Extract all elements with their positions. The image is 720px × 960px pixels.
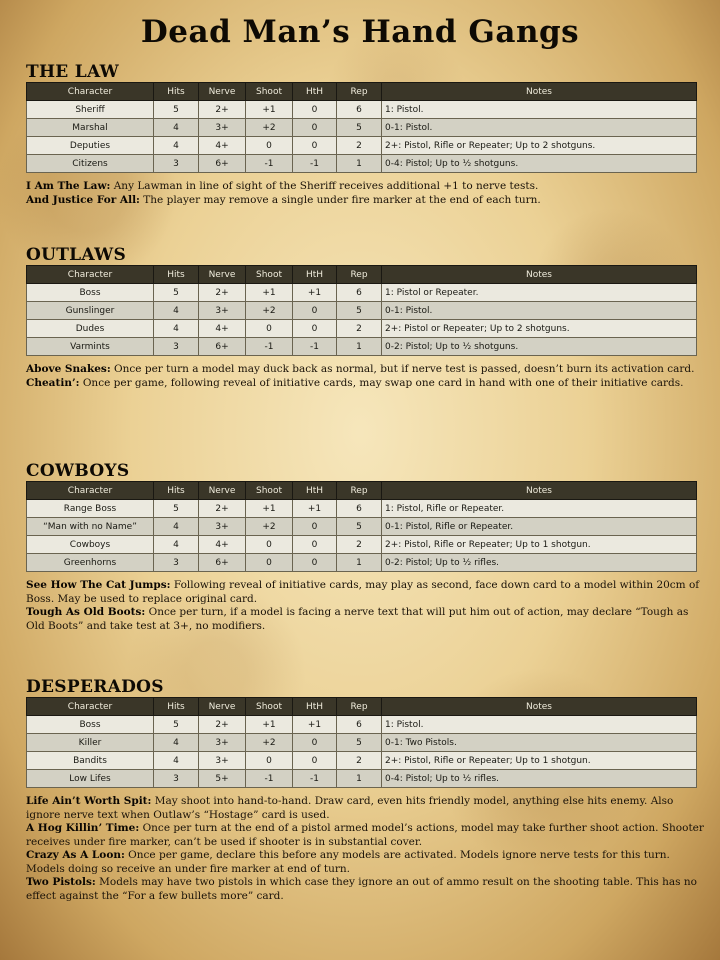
cell-notes: 2+: Pistol or Repeater; Up to 2 shotguns. <box>382 320 697 338</box>
cell-hth: +1 <box>293 500 337 518</box>
cell-nerve: 4+ <box>199 137 246 155</box>
cell-hth: -1 <box>293 338 337 356</box>
cell-notes: 0-1: Two Pistols. <box>382 734 697 752</box>
special-rules <box>26 795 706 903</box>
cell-hits: 4 <box>154 536 199 554</box>
rule-text: Any Lawman in line of sight of the Sheriff receives additional +1 to nerve tests. <box>113 180 539 192</box>
cell-shoot: -1 <box>246 770 293 788</box>
cell-notes: 0-2: Pistol; Up to ½ shotguns. <box>382 338 697 356</box>
cell-character: Greenhorns <box>27 554 154 572</box>
cell-hits: 4 <box>154 320 199 338</box>
cell-shoot: +1 <box>246 284 293 302</box>
cell-notes: 2+: Pistol, Rifle or Repeater; Up to 1 shotgun. <box>382 536 697 554</box>
rule-text: The player may remove a single under fire marker at the end of each turn. <box>143 193 541 206</box>
rule-name: I Am The Law: <box>26 180 111 192</box>
cell-hth: +1 <box>293 284 337 302</box>
column-header-notes: Notes <box>382 698 697 716</box>
cell-rep: 5 <box>337 518 382 536</box>
cell-shoot: 0 <box>246 137 293 155</box>
rule-text: Once per turn at the end of a pistol armed model’s actions, model may take further shoot action. Shooter receives under fire marker, can’t be used if shooter is in substantial cover. <box>26 822 704 848</box>
cell-character: Citizens <box>27 155 154 173</box>
column-header-hits: Hits <box>154 482 199 500</box>
special-rule <box>26 180 706 194</box>
cell-rep: 2 <box>337 752 382 770</box>
cell-hits: 3 <box>154 554 199 572</box>
special-rule <box>26 795 706 822</box>
special-rule <box>26 194 706 208</box>
cell-hits: 4 <box>154 302 199 320</box>
table-header-row <box>27 266 697 284</box>
table-row <box>27 119 697 137</box>
cell-hits: 3 <box>154 338 199 356</box>
cell-hth: 0 <box>293 119 337 137</box>
cell-notes: 0-2: Pistol; Up to ½ rifles. <box>382 554 697 572</box>
cell-nerve: 4+ <box>199 320 246 338</box>
cell-rep: 1 <box>337 770 382 788</box>
rule-text: Once per game, declare this before any models are activated. Models ignore nerve tests for this turn. Models doing so receive an under fire marker at end of turn. <box>26 849 670 875</box>
rule-name: Above Snakes: <box>26 363 111 375</box>
special-rules <box>26 579 706 633</box>
column-header-shoot: Shoot <box>246 482 293 500</box>
cell-nerve: 2+ <box>199 101 246 119</box>
cell-rep: 2 <box>337 320 382 338</box>
cell-nerve: 6+ <box>199 554 246 572</box>
cell-notes: 0-1: Pistol. <box>382 302 697 320</box>
cell-rep: 1 <box>337 554 382 572</box>
section-the-law <box>26 62 696 207</box>
rule-text: May shoot into hand-to-hand. Draw card, even hits friendly model, anything else hits enemy. Also ignore nerve text when Outlaw’s “Hostage” card is used. <box>26 795 674 821</box>
table-row <box>27 536 697 554</box>
rule-text: Models may have two pistols in which case they ignore an out of ammo result on the shooting table. This has no effect against the “For a few bullets more” card. <box>26 876 697 902</box>
column-header-hits: Hits <box>154 266 199 284</box>
table-row <box>27 716 697 734</box>
special-rules <box>26 363 706 390</box>
section-outlaws <box>26 245 696 390</box>
stats-table <box>26 82 697 173</box>
column-header-rep: Rep <box>337 698 382 716</box>
column-header-character: Character <box>27 698 154 716</box>
table-row <box>27 320 697 338</box>
column-header-nerve: Nerve <box>199 83 246 101</box>
column-header-hits: Hits <box>154 83 199 101</box>
cell-shoot: +2 <box>246 734 293 752</box>
column-header-rep: Rep <box>337 266 382 284</box>
cell-shoot: -1 <box>246 155 293 173</box>
special-rule <box>26 606 706 633</box>
cell-hth: 0 <box>293 752 337 770</box>
cell-hth: 0 <box>293 320 337 338</box>
cell-hits: 4 <box>154 734 199 752</box>
cell-notes: 0-1: Pistol, Rifle or Repeater. <box>382 518 697 536</box>
table-row <box>27 518 697 536</box>
column-header-nerve: Nerve <box>199 266 246 284</box>
cell-notes: 1: Pistol or Repeater. <box>382 284 697 302</box>
cell-shoot: 0 <box>246 320 293 338</box>
cell-hits: 4 <box>154 518 199 536</box>
cell-hits: 5 <box>154 500 199 518</box>
table-row <box>27 500 697 518</box>
cell-hth: 0 <box>293 734 337 752</box>
table-row <box>27 770 697 788</box>
column-header-hth: HtH <box>293 266 337 284</box>
column-header-nerve: Nerve <box>199 482 246 500</box>
cell-character: Boss <box>27 716 154 734</box>
cell-shoot: -1 <box>246 338 293 356</box>
rule-name: Cheatin’: <box>26 376 80 389</box>
column-header-character: Character <box>27 266 154 284</box>
rule-name: Tough As Old Boots: <box>26 606 146 618</box>
cell-hth: 0 <box>293 536 337 554</box>
section-title: DESPERADOS <box>26 677 164 697</box>
column-header-hth: HtH <box>293 83 337 101</box>
section-title: COWBOYS <box>26 461 130 481</box>
cell-shoot: +1 <box>246 101 293 119</box>
cell-shoot: +2 <box>246 119 293 137</box>
cell-nerve: 4+ <box>199 536 246 554</box>
rule-name: And Justice For All: <box>26 193 140 206</box>
cell-shoot: +2 <box>246 302 293 320</box>
cell-rep: 6 <box>337 284 382 302</box>
cell-character: Marshal <box>27 119 154 137</box>
cell-notes: 0-4: Pistol; Up to ½ rifles. <box>382 770 697 788</box>
rule-name: See How The Cat Jumps: <box>26 579 171 591</box>
cell-nerve: 5+ <box>199 770 246 788</box>
table-row <box>27 338 697 356</box>
rule-name: Crazy As A Loon: <box>26 849 125 861</box>
column-header-notes: Notes <box>382 266 697 284</box>
cell-hits: 5 <box>154 101 199 119</box>
rule-text: Once per turn a model may duck back as normal, but if nerve test is passed, doesn’t burn its activation card. <box>114 363 695 375</box>
section-desperados <box>26 677 704 903</box>
cell-notes: 2+: Pistol, Rifle or Repeater; Up to 2 shotguns. <box>382 137 697 155</box>
special-rule <box>26 849 706 876</box>
cell-rep: 2 <box>337 137 382 155</box>
column-header-nerve: Nerve <box>199 698 246 716</box>
section-title: THE LAW <box>26 62 120 82</box>
cell-nerve: 6+ <box>199 155 246 173</box>
cell-notes: 1: Pistol, Rifle or Repeater. <box>382 500 697 518</box>
cell-character: Varmints <box>27 338 154 356</box>
column-header-shoot: Shoot <box>246 83 293 101</box>
stats-table <box>26 697 697 788</box>
column-header-notes: Notes <box>382 83 697 101</box>
cell-rep: 5 <box>337 119 382 137</box>
cell-hits: 4 <box>154 752 199 770</box>
cell-rep: 5 <box>337 302 382 320</box>
cell-hth: 0 <box>293 518 337 536</box>
cell-nerve: 3+ <box>199 518 246 536</box>
cell-rep: 1 <box>337 155 382 173</box>
cell-character: Sheriff <box>27 101 154 119</box>
cell-hth: 0 <box>293 554 337 572</box>
column-header-notes: Notes <box>382 482 697 500</box>
cell-rep: 5 <box>337 734 382 752</box>
table-row <box>27 137 697 155</box>
cell-character: Gunslinger <box>27 302 154 320</box>
cell-hth: 0 <box>293 302 337 320</box>
stats-table <box>26 481 697 572</box>
cell-rep: 6 <box>337 500 382 518</box>
rule-text: Once per turn, if a model is facing a nerve text that will put him out of action, may declare “Tough as Old Boots” and take test at 3+, no modifiers. <box>26 606 689 632</box>
cell-notes: 1: Pistol. <box>382 716 697 734</box>
column-header-rep: Rep <box>337 482 382 500</box>
cell-nerve: 3+ <box>199 734 246 752</box>
table-header-row <box>27 698 697 716</box>
cell-hits: 4 <box>154 119 199 137</box>
cell-hits: 3 <box>154 770 199 788</box>
cell-rep: 1 <box>337 338 382 356</box>
cell-rep: 2 <box>337 536 382 554</box>
cell-hits: 3 <box>154 155 199 173</box>
cell-nerve: 3+ <box>199 752 246 770</box>
cell-shoot: 0 <box>246 554 293 572</box>
cell-character: Low Lifes <box>27 770 154 788</box>
cell-nerve: 2+ <box>199 500 246 518</box>
column-header-rep: Rep <box>337 83 382 101</box>
special-rule <box>26 363 706 377</box>
table-row <box>27 302 697 320</box>
cell-hth: -1 <box>293 155 337 173</box>
rule-text: Once per game, following reveal of initiative cards, may swap one card in hand with one of their initiative cards. <box>82 376 684 389</box>
cell-notes: 1: Pistol. <box>382 101 697 119</box>
rule-name: A Hog Killin’ Time: <box>26 822 140 834</box>
page-title: Dead Man’s Hand Gangs <box>140 14 580 50</box>
cell-hits: 4 <box>154 137 199 155</box>
cell-hth: 0 <box>293 101 337 119</box>
cell-nerve: 2+ <box>199 716 246 734</box>
cell-character: Killer <box>27 734 154 752</box>
cell-nerve: 2+ <box>199 284 246 302</box>
special-rule <box>26 876 706 903</box>
cell-character: Boss <box>27 284 154 302</box>
column-header-character: Character <box>27 482 154 500</box>
cell-character: Bandits <box>27 752 154 770</box>
rule-name: Life Ain’t Worth Spit: <box>26 795 152 807</box>
table-row <box>27 155 697 173</box>
special-rule <box>26 822 706 849</box>
table-row <box>27 284 697 302</box>
cell-notes: 2+: Pistol, Rifle or Repeater; Up to 1 shotgun. <box>382 752 697 770</box>
cell-nerve: 6+ <box>199 338 246 356</box>
cell-shoot: +2 <box>246 518 293 536</box>
rule-text: Following reveal of initiative cards, may play as second, face down card to a model within 20cm of Boss. May be used to replace original card. <box>26 579 700 605</box>
cell-nerve: 3+ <box>199 119 246 137</box>
cell-character: “Man with no Name” <box>27 518 154 536</box>
stats-table <box>26 265 697 356</box>
cell-shoot: +1 <box>246 716 293 734</box>
column-header-shoot: Shoot <box>246 266 293 284</box>
table-header-row <box>27 83 697 101</box>
column-header-hth: HtH <box>293 482 337 500</box>
section-title: OUTLAWS <box>26 245 127 265</box>
table-header-row <box>27 482 697 500</box>
cell-shoot: 0 <box>246 536 293 554</box>
cell-hits: 5 <box>154 284 199 302</box>
cell-rep: 6 <box>337 101 382 119</box>
column-header-character: Character <box>27 83 154 101</box>
column-header-shoot: Shoot <box>246 698 293 716</box>
special-rule <box>26 579 706 606</box>
cell-character: Dudes <box>27 320 154 338</box>
cell-notes: 0-4: Pistol; Up to ½ shotguns. <box>382 155 697 173</box>
cell-notes: 0-1: Pistol. <box>382 119 697 137</box>
cell-nerve: 3+ <box>199 302 246 320</box>
cell-hth: -1 <box>293 770 337 788</box>
cell-character: Deputies <box>27 137 154 155</box>
special-rule <box>26 377 706 391</box>
cell-hth: 0 <box>293 137 337 155</box>
column-header-hits: Hits <box>154 698 199 716</box>
section-cowboys <box>26 461 700 633</box>
special-rules <box>26 180 706 207</box>
cell-shoot: +1 <box>246 500 293 518</box>
cell-hits: 5 <box>154 716 199 734</box>
cell-rep: 6 <box>337 716 382 734</box>
table-row <box>27 734 697 752</box>
cell-character: Range Boss <box>27 500 154 518</box>
cell-hth: +1 <box>293 716 337 734</box>
table-row <box>27 752 697 770</box>
column-header-hth: HtH <box>293 698 337 716</box>
rule-name: Two Pistols: <box>26 876 96 888</box>
table-row <box>27 554 697 572</box>
table-row <box>27 101 697 119</box>
cell-character: Cowboys <box>27 536 154 554</box>
cell-shoot: 0 <box>246 752 293 770</box>
